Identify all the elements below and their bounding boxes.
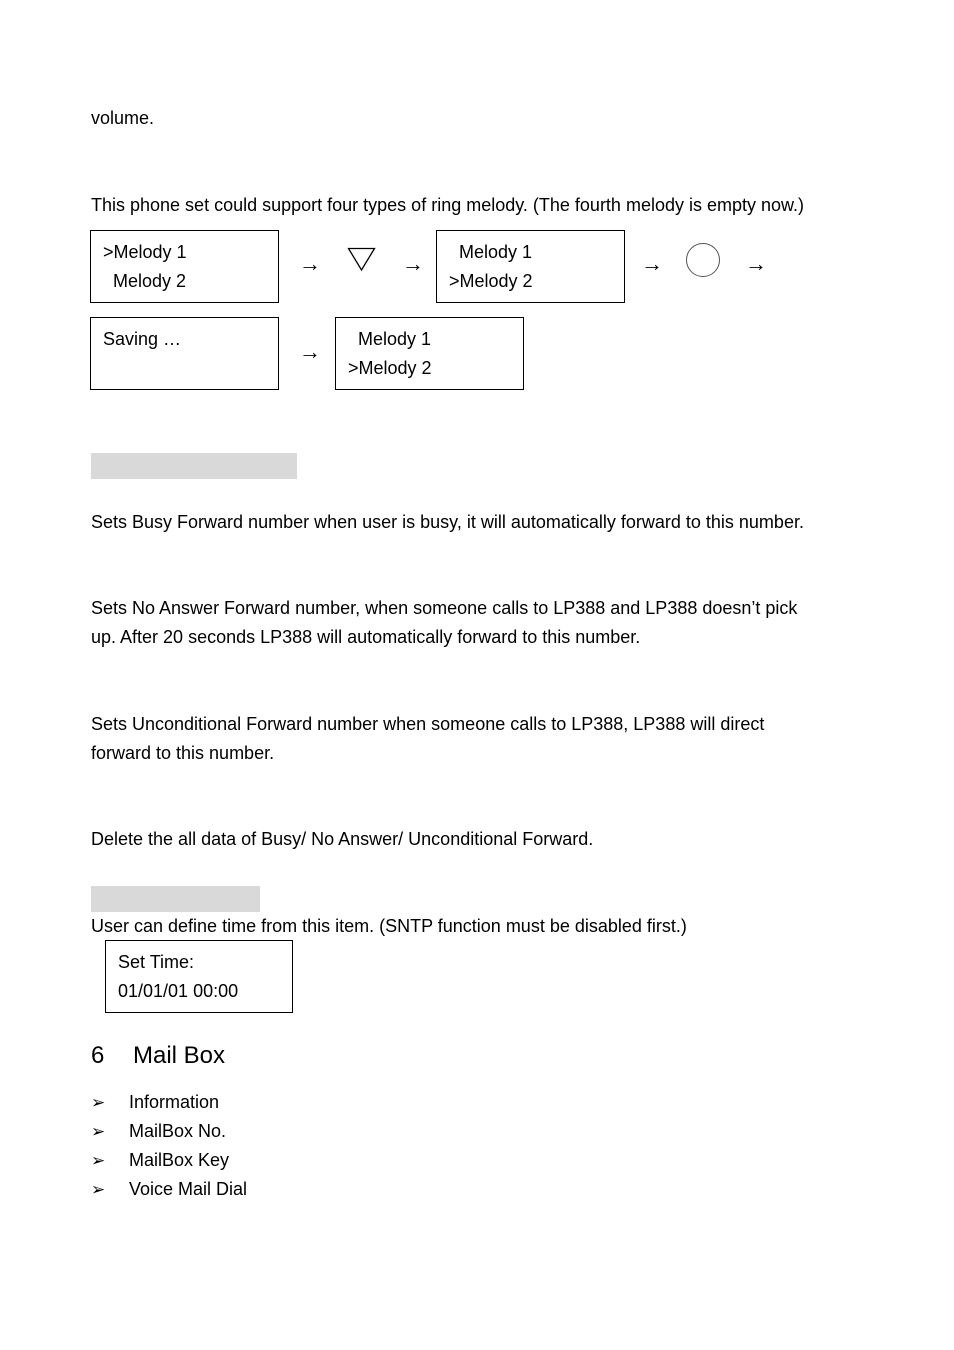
list-item-label: Information xyxy=(129,1092,220,1112)
flow-arrow: → xyxy=(299,251,321,276)
lcd-line: >Melody 1 xyxy=(103,242,187,262)
lcd-screen-melody-2-selected xyxy=(436,230,625,303)
continued-text: volume. xyxy=(91,108,155,128)
lcd-screen-saving xyxy=(90,317,279,390)
section-heading xyxy=(91,1040,225,1072)
flow-arrow: → xyxy=(299,339,321,364)
no-answer-forward-text-line1: Sets No Answer Forward number, when someone calls to LP388 and LP388 doesn’t pick xyxy=(91,598,798,618)
circle-ok-key-icon xyxy=(686,243,720,277)
section-number: 6 xyxy=(91,1042,105,1069)
no-answer-forward-text-line2: up. After 20 seconds LP388 will automatically forward to this number. xyxy=(91,627,641,647)
arrow-bullet-icon: ➢ xyxy=(91,1122,106,1141)
arrow-bullet-icon: ➢ xyxy=(91,1180,106,1199)
section-highlight-bar xyxy=(91,453,297,479)
delete-forward-text: Delete the all data of Busy/ No Answer/ Unconditional Forward. xyxy=(91,829,594,849)
unconditional-forward-text-line2: forward to this number. xyxy=(91,743,275,763)
down-triangle-key-icon xyxy=(347,247,376,272)
section-highlight-bar xyxy=(91,886,260,912)
arrow-bullet-icon: ➢ xyxy=(91,1151,106,1170)
unconditional-forward-text-line1: Sets Unconditional Forward number when someone calls to LP388, LP388 will direct xyxy=(91,714,765,734)
lcd-screen-melody-1-selected xyxy=(90,230,279,303)
lcd-line: Melody 2 xyxy=(103,271,187,291)
lcd-line: Saving … xyxy=(103,329,182,349)
lcd-line: Set Time: xyxy=(118,952,195,972)
time-define-text: User can define time from this item. (SNTP function must be disabled first.) xyxy=(91,916,687,936)
arrow-bullet-icon: ➢ xyxy=(91,1093,106,1112)
section-title: Mail Box xyxy=(133,1042,226,1069)
lcd-line: >Melody 2 xyxy=(449,271,533,291)
flow-arrow: → xyxy=(745,251,767,276)
list-item-label: MailBox No. xyxy=(129,1121,227,1141)
lcd-line: 01/01/01 00:00 xyxy=(118,981,239,1001)
lcd-screen-melody-2-saved xyxy=(335,317,524,390)
lcd-screen-set-time xyxy=(105,940,293,1013)
list-item-label: MailBox Key xyxy=(129,1150,230,1170)
busy-forward-text: Sets Busy Forward number when user is busy, it will automatically forward to this number. xyxy=(91,512,804,532)
lcd-line: >Melody 2 xyxy=(348,358,432,378)
lcd-line: Melody 1 xyxy=(348,329,432,349)
flow-arrow: → xyxy=(402,251,424,276)
melody-intro-text: This phone set could support four types of ring melody. (The fourth melody is empty now.) xyxy=(91,195,805,215)
flow-arrow: → xyxy=(641,251,663,276)
list-item-label: Voice Mail Dial xyxy=(129,1179,248,1199)
lcd-line: Melody 1 xyxy=(449,242,533,262)
